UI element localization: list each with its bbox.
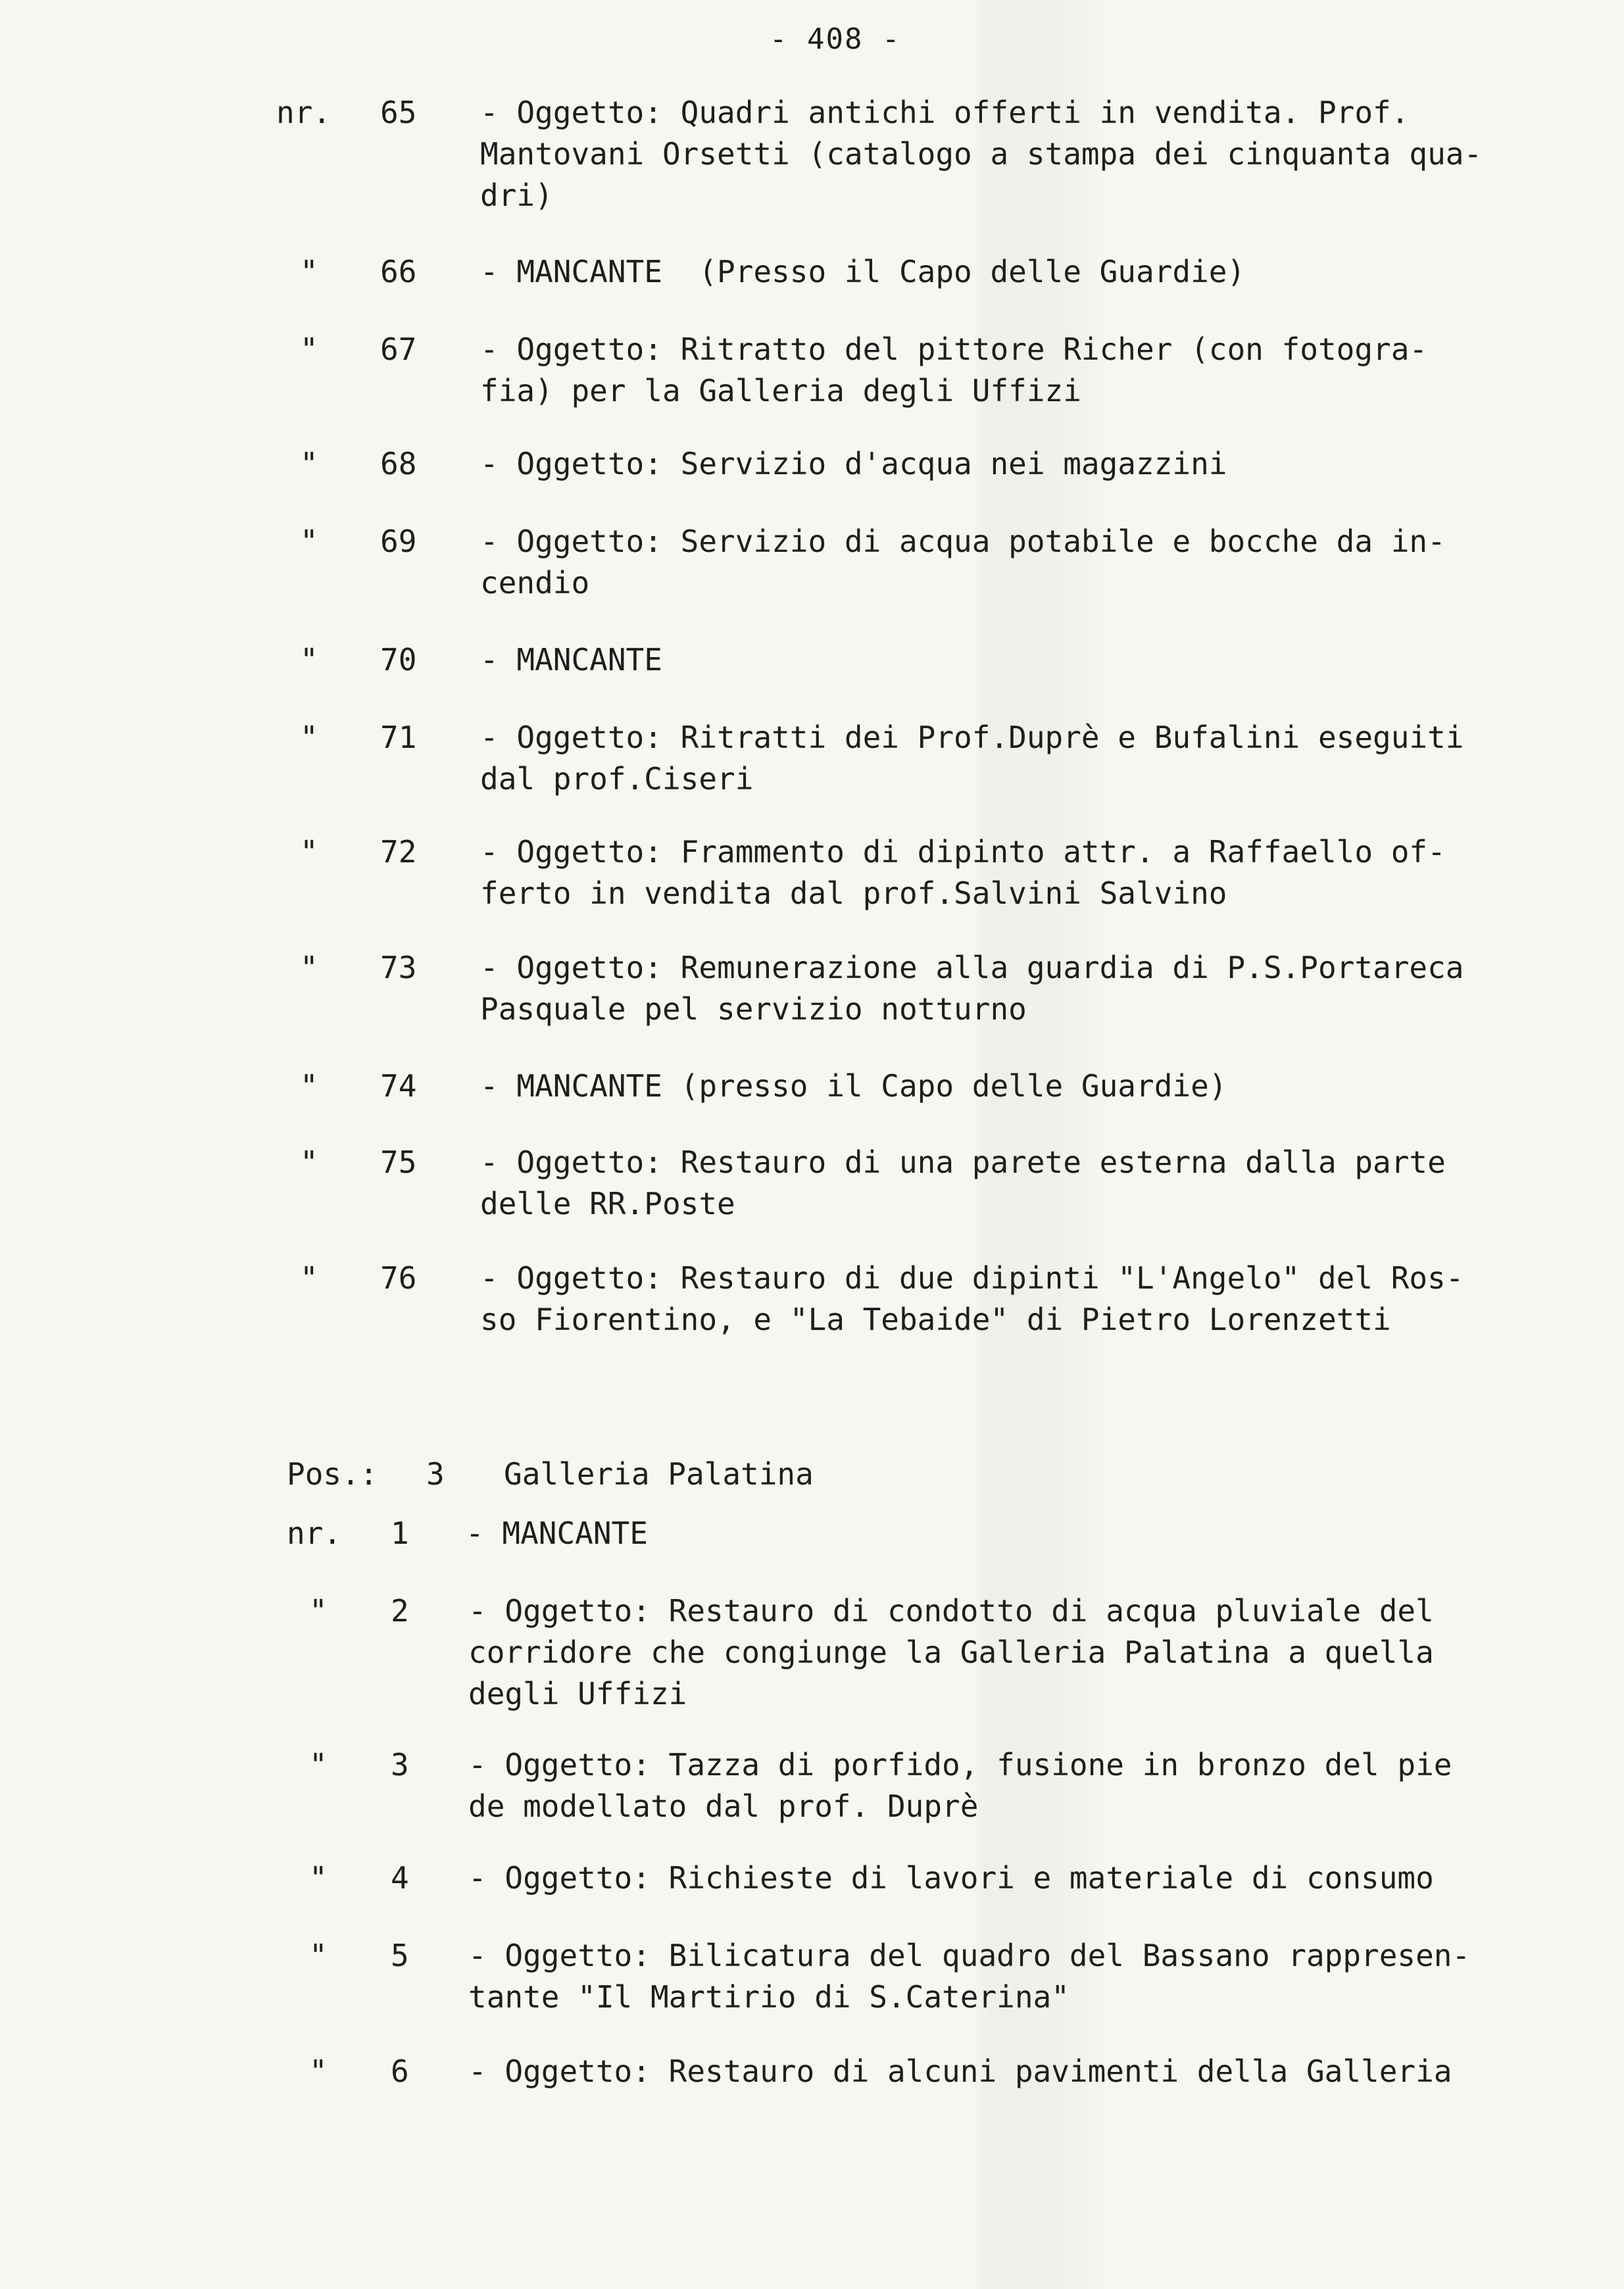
list-item xyxy=(0,1142,1624,1227)
entry-label: " xyxy=(300,332,318,367)
entry-label: " xyxy=(309,2054,328,2089)
entry-label: " xyxy=(309,1593,328,1629)
list-item xyxy=(0,2051,1624,2097)
entry-number: 4 xyxy=(391,1860,409,1896)
entry-label: nr. xyxy=(276,95,332,130)
page-number: - 408 - xyxy=(770,22,901,56)
list-item xyxy=(0,1590,1624,1715)
entry-number: 76 xyxy=(380,1260,417,1296)
list-item xyxy=(0,1744,1624,1830)
entry-label: " xyxy=(309,1747,328,1783)
entry-number: 73 xyxy=(380,950,417,985)
entry-number: 5 xyxy=(391,1938,409,1973)
entry-line: Mantovani Orsetti (catalogo a stampa dei cinquanta qua- xyxy=(480,136,1483,172)
list-item xyxy=(0,443,1624,489)
entry-line: - MANCANTE (Presso il Capo delle Guardie) xyxy=(480,254,1246,289)
entry-line: - Oggetto: Tazza di porfido, fusione in bronzo del pie xyxy=(468,1747,1452,1783)
list-item xyxy=(0,717,1624,802)
entry-line: - Oggetto: Ritratto del pittore Richer (con fotogra- xyxy=(480,332,1428,367)
entry-label: " xyxy=(300,1144,318,1180)
entry-number: 2 xyxy=(391,1593,409,1629)
entry-line: - Oggetto: Bilicatura del quadro del Bassano rappresen- xyxy=(468,1938,1471,1973)
entry-number: 66 xyxy=(380,254,417,289)
entry-label: " xyxy=(300,254,318,289)
entry-label: " xyxy=(300,1068,318,1104)
entry-line: degli Uffizi xyxy=(468,1676,687,1711)
entry-line: dri) xyxy=(480,178,553,213)
list-item xyxy=(0,1935,1624,2021)
entry-number: 70 xyxy=(380,642,417,677)
entry-number: 68 xyxy=(380,446,417,481)
entry-line: - Oggetto: Ritratti dei Prof.Duprè e Bufalini eseguiti xyxy=(480,720,1464,755)
list-item xyxy=(0,92,1624,224)
entry-line: - Oggetto: Quadri antichi offerti in vendita. Prof. xyxy=(480,95,1410,130)
entry-line: fia) per la Galleria degli Uffizi xyxy=(480,373,1081,408)
list-item xyxy=(0,831,1624,917)
entry-label: " xyxy=(300,720,318,755)
entry-line: corridore che congiunge la Galleria Palatina a quella xyxy=(468,1635,1434,1670)
entry-number: 6 xyxy=(391,2054,409,2089)
entry-number: 74 xyxy=(380,1068,417,1104)
entry-line: - Oggetto: Frammento di dipinto attr. a Raffaello of- xyxy=(480,834,1446,870)
entry-line: - Oggetto: Servizio di acqua potabile e bocche da in- xyxy=(480,524,1446,559)
list-item xyxy=(0,329,1624,414)
entry-line: so Fiorentino, e "La Tebaide" di Pietro Lorenzetti xyxy=(480,1302,1391,1337)
entry-line: cendio xyxy=(480,565,590,601)
entry-label: nr. xyxy=(287,1515,342,1551)
entry-line: - Oggetto: Remunerazione alla guardia di P.S.Portareca xyxy=(480,950,1464,985)
section-heading xyxy=(0,1454,1624,1500)
list-item xyxy=(0,1513,1624,1559)
entry-line: de modellato dal prof. Duprè xyxy=(468,1788,979,1824)
entry-number: 67 xyxy=(380,332,417,367)
section-title: Galleria Palatina xyxy=(504,1456,814,1492)
entry-line: - Oggetto: Restauro di alcuni pavimenti della Galleria xyxy=(468,2054,1452,2089)
list-item xyxy=(0,251,1624,297)
entry-line: - Oggetto: Restauro di condotto di acqua pluviale del xyxy=(468,1593,1434,1629)
entry-label: " xyxy=(309,1860,328,1896)
entry-number: 72 xyxy=(380,834,417,870)
entry-line: tante "Il Martirio di S.Caterina" xyxy=(468,1979,1070,2015)
list-item xyxy=(0,947,1624,1033)
entry-number: 75 xyxy=(380,1144,417,1180)
entry-line: - Oggetto: Richieste di lavori e materiale di consumo xyxy=(468,1860,1434,1896)
list-item xyxy=(0,521,1624,606)
entry-label: " xyxy=(300,950,318,985)
entry-line: - MANCANTE (presso il Capo delle Guardie) xyxy=(480,1068,1227,1104)
list-item xyxy=(0,1858,1624,1904)
position-number: 3 xyxy=(426,1456,445,1492)
entry-line: - Oggetto: Servizio d'acqua nei magazzini xyxy=(480,446,1227,481)
entry-line: - Oggetto: Restauro di una parete esterna dalla parte xyxy=(480,1144,1446,1180)
entry-line: Pasquale pel servizio notturno xyxy=(480,991,1027,1027)
entry-label: " xyxy=(300,524,318,559)
entry-number: 1 xyxy=(391,1515,409,1551)
entry-line: delle RR.Poste xyxy=(480,1186,735,1221)
entry-number: 69 xyxy=(380,524,417,559)
entry-line: - MANCANTE xyxy=(480,642,662,677)
entry-label: " xyxy=(309,1938,328,1973)
entry-number: 71 xyxy=(380,720,417,755)
entry-line: - MANCANTE xyxy=(466,1515,648,1551)
entry-line: ferto in vendita dal prof.Salvini Salvino xyxy=(480,875,1227,911)
list-item xyxy=(0,1258,1624,1343)
entry-number: 3 xyxy=(391,1747,409,1783)
list-item xyxy=(0,639,1624,685)
entry-label: " xyxy=(300,834,318,870)
list-item xyxy=(0,1066,1624,1112)
entry-line: dal prof.Ciseri xyxy=(480,761,754,797)
entry-label: " xyxy=(300,446,318,481)
entry-label: " xyxy=(300,1260,318,1296)
position-label: Pos.: xyxy=(287,1456,378,1492)
entry-label: " xyxy=(300,642,318,677)
entry-number: 65 xyxy=(380,95,417,130)
entry-line: - Oggetto: Restauro di due dipinti "L'Angelo" del Ros- xyxy=(480,1260,1464,1296)
